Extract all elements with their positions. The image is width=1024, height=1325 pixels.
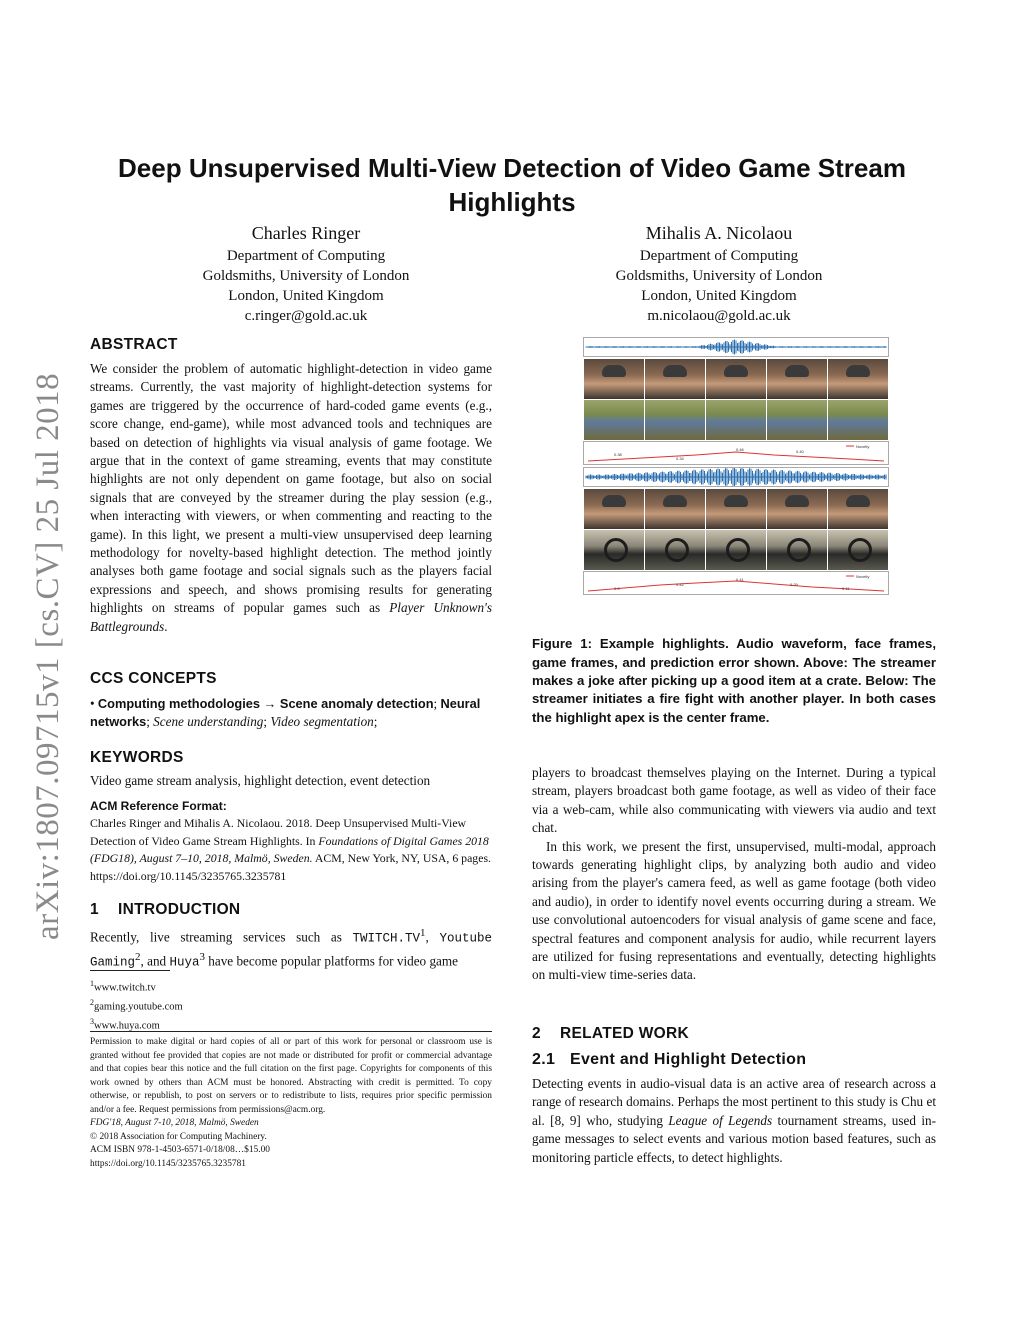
paper-title: Deep Unsupervised Multi-View Detection of Video Game Stream Highlights — [118, 153, 906, 218]
permission-venue: FDG'18, August 7-10, 2018, Malmö, Sweden — [90, 1118, 259, 1128]
acm-reference-text — [90, 815, 492, 885]
author-location: London, United Kingdom — [641, 288, 797, 304]
prediction-error-plot — [583, 571, 889, 595]
abstract-game-title: Player Unknown's Battlegrounds — [90, 600, 492, 634]
author-block-2 — [559, 220, 879, 326]
footnote — [90, 977, 492, 996]
arxiv-identifier: arXiv:1807.09715v1 [cs.CV] 25 Jul 2018 — [30, 372, 66, 940]
footnote-mark: 2 — [90, 997, 94, 1007]
audio-waveform — [583, 467, 889, 487]
ccs-sep: ; — [433, 696, 441, 711]
ccs-heading: CCS CONCEPTS — [90, 670, 217, 687]
figure-1 — [583, 337, 889, 599]
introduction-heading — [90, 901, 492, 919]
error-value: 0.3 — [614, 586, 620, 591]
error-value: 0.42 — [676, 582, 684, 587]
author-dept: Department of Computing — [226, 248, 386, 264]
keywords-text: Video game stream analysis, highlight detection, event detection — [90, 773, 431, 788]
related-work-text — [532, 1075, 936, 1167]
game-frame — [645, 530, 705, 570]
game-frame — [584, 400, 644, 440]
footnote-ref[interactable]: 2 — [135, 950, 141, 963]
face-frame — [584, 359, 644, 399]
permission-notice — [90, 1036, 492, 1171]
footnote-mark: 1 — [90, 979, 94, 988]
ccs-concept-2: Neural networks — [90, 696, 481, 730]
error-value: 0.34 — [676, 456, 684, 461]
acm-ref-part: Charles Ringer and Mihalis A. Nicolaou. 2018. Deep Unsupervised Multi-View Detection of Video Game Stream Highlights. In — [90, 816, 467, 848]
author-org: Goldsmiths, University of London — [615, 268, 823, 284]
face-frame — [706, 489, 766, 529]
game-frames — [584, 400, 888, 440]
face-frame — [767, 359, 827, 399]
ccs-concept-3: Scene understanding — [153, 714, 264, 730]
ccs-sep: ; — [263, 714, 271, 730]
author-location: London, United Kingdom — [228, 288, 384, 304]
section-title: RELATED WORK — [560, 1025, 690, 1042]
subsection-title: Event and Highlight Detection — [570, 1051, 807, 1068]
doi-link[interactable]: https://doi.org/10.1145/3235765.3235781 — [90, 1158, 246, 1169]
acm-ref-part: ACM, New York, NY, USA, 6 pages. https://doi.org/10.1145/3235765.3235781 — [90, 851, 491, 883]
intro-part: , — [425, 929, 440, 945]
copyright-line: © 2018 Association for Computing Machinery. — [90, 1131, 267, 1142]
face-frame — [828, 489, 888, 529]
figure-caption: Figure 1: Example highlights. Audio waveform, face frames, game frames, and prediction error shown. Above: The streamer makes a joke after picking up a good item at a crate. Below: The streamer initiates a fire fight with another player. In both cases the highlight apex is the center frame. — [532, 636, 936, 725]
section-title: INTRODUCTION — [118, 901, 241, 918]
isbn-line: ACM ISBN 978-1-4503-6571-0/18/08…$15.00 — [90, 1145, 270, 1155]
footnote-ref[interactable]: 3 — [199, 950, 205, 963]
error-value: 0.40 — [796, 449, 804, 454]
ccs-text — [90, 695, 492, 732]
related-work-heading — [532, 1025, 936, 1043]
footnote-ref[interactable]: 1 — [420, 927, 426, 939]
footnote-text[interactable]: www.huya.com — [94, 1020, 160, 1032]
footnote-divider — [90, 970, 170, 971]
section-number: 1 — [90, 901, 99, 918]
audio-waveform — [583, 337, 889, 357]
prediction-error-plot — [583, 441, 889, 465]
related-part: tournament streams, used in-game messages to select events and various motion based features, such as monitoring particle effects, to detect highlights. — [532, 1112, 936, 1165]
error-value: 0.46 — [736, 447, 744, 452]
author-org: Goldsmiths, University of London — [202, 268, 410, 284]
error-value: 0.29 — [790, 582, 798, 587]
author-name: Mihalis A. Nicolaou — [645, 223, 793, 243]
face-frame — [645, 359, 705, 399]
abstract-text — [90, 360, 492, 636]
highlight-panel-crate — [583, 337, 889, 465]
ccs-concept-4: Video segmentation — [270, 714, 374, 730]
game-title: League of Legends — [668, 1112, 773, 1128]
acm-reference-heading: ACM Reference Format: — [90, 799, 227, 813]
face-frame — [645, 489, 705, 529]
subsection-heading — [532, 1051, 936, 1069]
service-twitch: TWITCH.TV — [352, 931, 421, 946]
service-huya: Huya — [169, 955, 200, 970]
author-email[interactable]: c.ringer@gold.ac.uk — [244, 308, 368, 324]
face-frame — [584, 489, 644, 529]
section-number: 2 — [532, 1025, 541, 1042]
footnote-text[interactable]: gaming.youtube.com — [94, 1001, 183, 1013]
author-block-1 — [146, 220, 466, 326]
game-frame — [767, 530, 827, 570]
game-frames — [584, 530, 888, 570]
subsection-number: 2.1 — [532, 1051, 556, 1068]
author-name: Charles Ringer — [251, 223, 361, 243]
footnote-text[interactable]: www.twitch.tv — [94, 982, 156, 994]
abstract-heading: ABSTRACT — [90, 336, 178, 353]
intro-continued — [532, 764, 936, 985]
author-dept: Department of Computing — [639, 248, 799, 264]
face-frames — [584, 359, 888, 399]
face-frame — [828, 359, 888, 399]
game-frame — [828, 530, 888, 570]
keywords-heading: KEYWORDS — [90, 749, 184, 766]
face-frame — [767, 489, 827, 529]
game-frame — [706, 400, 766, 440]
game-frame — [706, 530, 766, 570]
author-email[interactable]: m.nicolaou@gold.ac.uk — [647, 308, 791, 324]
legend-label: Novelty — [856, 444, 870, 449]
highlight-panel-firefight — [583, 467, 889, 595]
game-frame — [828, 400, 888, 440]
game-frame — [767, 400, 827, 440]
abstract-main: We consider the problem of automatic highlight-detection in video game streams. Currently, the vast majority of highlight-detection systems for games are triggered by the occurrence of hard-coded game events (e.g., score change, end-game), while most advanced tools and techniques are based on detection of highlights via visual analysis of game footage. We argue that in the context of game streaming, events that may constitute highlights are not only dependent on game footage, but also on social signals that are conveyed by the streamer during the play session (e.g., when interacting with viewers, or when commenting and reacting to the game). In this light, we present a multi-view unsupervised deep learning methodology for novelty-based highlight detection. The method jointly analyses both game footage and social signals such as the players facial expressions and speech, and shows promising results for generating highlights on streams of popular games such as — [90, 361, 492, 616]
face-frame — [706, 359, 766, 399]
footnote-mark: 3 — [90, 1016, 94, 1026]
acm-ref-venue: Foundations of Digital Games 2018 (FDG18), August 7–10, 2018, Malmö, Sweden. — [90, 833, 489, 866]
footnotes — [90, 977, 492, 1033]
error-value: 0.11 — [842, 586, 850, 591]
introduction-text — [90, 924, 492, 972]
intro-part: , and — [140, 953, 170, 969]
legend-label: Novelty — [856, 574, 870, 579]
ccs-concept-1: Computing methodologies → Scene anomaly detection — [97, 696, 434, 711]
error-value: 0.41 — [736, 577, 744, 582]
service-youtube-gaming: Youtube Gaming — [90, 931, 492, 970]
error-value: 0.38 — [614, 452, 622, 457]
face-frames — [584, 489, 888, 529]
paragraph: In this work, we present the first, unsupervised, multi-modal, approach towards generating highlight clips, by analyzing both audio and video arising from the player's camera feed, as well as game footage (both video and audio), in order to identify novel events occurring during a stream. We use convolutional autoencoders for visual analysis of game scene and face, spectral features and component analysis for audio, while recurrent layers are utilized for fusing representations and eventually, detecting highlights on multi-view time-series data. — [532, 838, 936, 983]
intro-part: Recently, live streaming services such as — [90, 929, 353, 945]
intro-part: have become popular platforms for video game — [204, 953, 459, 969]
abstract-end: . — [164, 618, 168, 634]
footnote — [90, 996, 492, 1015]
game-frame — [584, 530, 644, 570]
permission-text: Permission to make digital or hard copies of all or part of this work for personal or classroom use is granted without fee provided that copies are not made or distributed for profit or commercial advantage and that copies bear this notice and the full citation on the first page. Copyrights for components of this work owned by others than ACM must be honored. Abstracting with credit is permitted. To copy otherwise, or republish, to post on servers or to redistribute to lists, requires prior specific permission and/or a fee. Request permissions from permissions@acm.org. — [90, 1037, 492, 1115]
permission-divider — [90, 1031, 492, 1032]
ccs-sep: ; — [146, 714, 154, 730]
ccs-bullet: • — [90, 696, 98, 711]
paragraph: players to broadcast themselves playing on the Internet. During a typical stream, players broadcast both game footage, as well as video of their face via a web-cam, while also communicating with viewers via audio and text chat. — [532, 765, 936, 836]
game-frame — [645, 400, 705, 440]
related-part: Detecting events in audio-visual data is an active area of research across a range of research domains. Perhaps the most pertinent to this study is Chu et al. [8, 9] who, studying — [532, 1076, 936, 1128]
ccs-sep: ; — [373, 714, 378, 730]
